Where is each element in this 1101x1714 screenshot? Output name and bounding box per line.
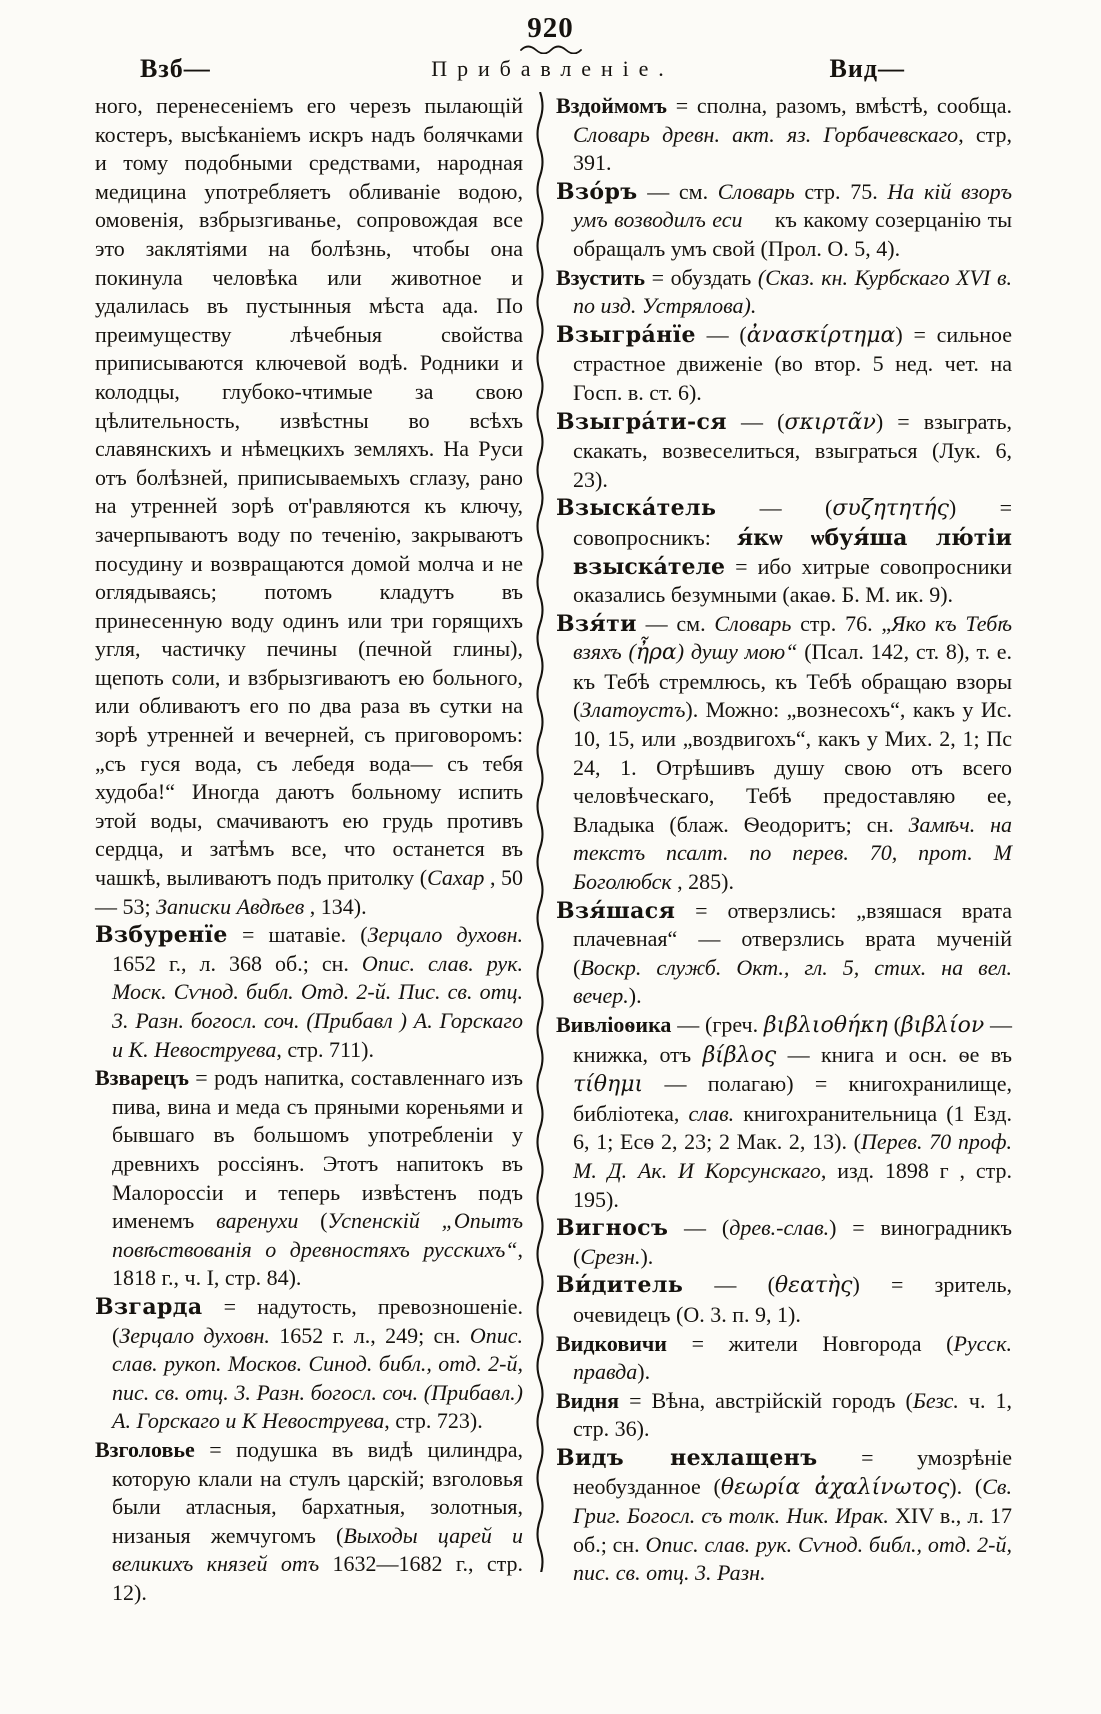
text-segment: — ( [726, 408, 785, 434]
text-segment: — ( [695, 321, 747, 347]
running-head-right: Вид— [829, 54, 905, 83]
running-head-title: Прибавленіе. [431, 56, 674, 81]
dictionary-entry [556, 321, 1012, 408]
text-segment: ). Можно: „вознесохъ“, какъ у Ис. 10, 15, или „воздвигохъ“, какъ у Мих. 2, 1; Пс 24, 1. Отрѣшивъ душу свою отъ всего человѣческаго, Тебѣ предоставляю ее, Владыка (блаж. Ѳеодоритъ; сн. [573, 697, 1012, 837]
column-divider [523, 92, 556, 1572]
entry-headword: Взгарда [95, 1293, 203, 1320]
text-segment: ἦρα [635, 640, 677, 666]
text-segment: = жители Новгорода ( [666, 1330, 954, 1356]
text-segment: — см. [637, 178, 718, 204]
text-segment: , 50 — 53; [95, 865, 524, 919]
text-segment: ). ( [949, 1473, 983, 1499]
dictionary-entry [95, 921, 523, 1064]
text-segment: Словарь древн. акт. яз. Горбачевскаго [573, 121, 959, 147]
text-segment: Замѣч. на текстъ псалт. по перев. 70, прот. М Боголюбск [573, 811, 1012, 895]
text-segment: = ибо хитрые совопросники оказались безумными (акаѳ. Б. М. ик. 9). [573, 553, 1012, 608]
text-segment: ) = зритель, очевидецъ (О. 3. п. 9, 1). [573, 1272, 1012, 1327]
text-segment: Русск. правда [573, 1330, 1012, 1385]
entry-headword: Вивліоѳика [556, 1012, 672, 1037]
text-segment: Воскр. служб. Окт., гл. 5, стих. на вел. вечер. [573, 954, 1012, 1009]
text-segment: , стр. 723). [384, 1408, 483, 1434]
dictionary-entry [556, 92, 1012, 178]
dictionary-entry [556, 264, 1012, 321]
text-segment: XIV в., л. 17 об.; сн. [573, 1503, 1012, 1557]
dictionary-entry [556, 178, 1012, 264]
text-segment: τίθημι [573, 1072, 644, 1098]
page-number: 920 [527, 12, 574, 44]
text-segment: Опис. слав. рукоп. Москов. Синод. библ., отд. 2-й, пис. св. отц. 3. Разн. богосл. соч. (Прибавл.) А. Горскаго и К Невоструева [112, 1322, 524, 1434]
text-segment: = родъ напитка, составленнаго изъ пива, вина и меда съ пряными кореньями и бывшаго въ большомъ употребленіи у древнихъ россіянъ. Этотъ напитокъ въ Малороссіи и теперь извѣстенъ подъ именемъ [112, 1065, 523, 1234]
text-segment: = подушка въ видѣ цилиндра, которую клали на стулъ царскій; взголовья были атласныя, бархатныя, золотныя, низаныя жемчугомъ ( [112, 1436, 523, 1548]
text-segment: = сполна, разомъ, вмѣстѣ, сообща. [667, 93, 1012, 118]
dictionary-entry [95, 1293, 523, 1436]
text-segment: 1652 г., л. 368 об.; сн. [112, 950, 362, 976]
text-segment: ). [637, 1359, 651, 1385]
entry-headword: Ви́дитель [556, 1272, 684, 1299]
dictionary-entry [556, 1330, 1012, 1387]
text-segment: къ какому созерцанію ты обращалъ умъ свой (Прол. О. 5, 4). [573, 207, 1012, 261]
text-segment: варенухи [216, 1208, 299, 1234]
text-segment: ἀνασκίρτημα [746, 322, 896, 348]
text-segment: , 1818 г., ч. I, стр. 84). [112, 1236, 523, 1291]
dictionary-entry [556, 610, 1012, 897]
text-segment: = обуздать [645, 264, 758, 290]
entry-headword: Взя́ти [556, 610, 637, 637]
entry-headword: Вздоймомъ [556, 93, 668, 118]
text-segment: На кій взоръ умъ возводилъ еси [573, 178, 1013, 233]
continuation-paragraph [95, 92, 523, 921]
dictionary-entry [556, 1271, 1012, 1329]
dictionary-entry [556, 408, 1012, 495]
text-segment: Выходы царей и великихъ князей отъ [112, 1522, 523, 1577]
text-segment: Успенскій „Опытъ повѣствованія о древностяхъ русскихъ“ [112, 1208, 524, 1262]
entry-headword: Взустить [556, 264, 646, 290]
left-column [95, 92, 523, 1607]
dictionary-entry [556, 1214, 1012, 1271]
entry-headword: Взя́шася [556, 897, 676, 924]
text-segment: — ( [683, 1272, 775, 1298]
text-segment: , стр. 711). [276, 1036, 374, 1062]
text-segment: — полагаю) = книгохранилище, библіотека, [573, 1071, 1012, 1126]
entry-headword: Взбуренїе [95, 922, 228, 949]
page-number-block [0, 14, 1101, 54]
text-segment: Безс. [912, 1387, 959, 1413]
right-column [556, 92, 1012, 1588]
text-segment: я́кѡ ѡбуя́ша лю́тіи взыска́теле [573, 524, 1013, 580]
text-segment: ). [640, 1243, 654, 1269]
text-segment: (Псал. 142, ст. 8), т. е. къ Тебѣ стремлюсь, къ Тебѣ обращаю взоры ( [573, 639, 1013, 723]
text-segment: ) = виноградникъ ( [573, 1215, 1013, 1269]
text-segment: Св. Григ. Богосл. съ толк. Ник. Ирак. [573, 1473, 1012, 1529]
text-segment: — (греч. [671, 1012, 764, 1037]
text-segment: ) = сильное страстное движеніе (во втор. 5 нед. чет. на Госп. в. ст. 6). [573, 321, 1012, 405]
text-segment: = надутость, превозношеніе. ( [112, 1293, 523, 1348]
text-segment: Опис. слав. рук. Сѵнод. библ., отд. 2-й, пис. св. отц. 3. Разн. [573, 1531, 1012, 1586]
text-segment: Словарь [714, 610, 792, 636]
text-segment: θεατὴς [774, 1273, 853, 1299]
text-segment: ) = совопросникъ: [573, 495, 1013, 550]
text-segment: = отверзлись: „взяшася врата плачевная“ — отверзлись врата мученій ( [573, 897, 1012, 980]
dictionary-entry [95, 1064, 523, 1293]
text-segment: — ( [716, 495, 833, 521]
text-segment: 1652 г. л., 249; сн. [269, 1322, 470, 1348]
text-segment: древ.-слав. [729, 1215, 830, 1241]
entry-headword: Видъ нехлащенъ [556, 1444, 818, 1471]
text-segment: — книга и осн. ѳе въ [776, 1041, 1012, 1067]
text-segment: σκιρτᾶν [784, 409, 876, 435]
entry-headword: Видковичи [556, 1330, 667, 1356]
text-segment: 1632—1682 г., стр. 12). [112, 1551, 523, 1605]
text-segment: Перев. 70 проф. М. Д. Ак. И Корсунскаго [573, 1129, 1012, 1183]
entry-headword: Вигносъ [556, 1215, 669, 1242]
text-segment: (Сказ. кн. Курбскаго XVI в. по изд. Устрялова). [573, 264, 1012, 319]
dictionary-entry [556, 1387, 1012, 1444]
running-head [95, 52, 1010, 86]
text-segment: Записки Авдѣев [156, 893, 305, 919]
text-segment: βιβλιοθήκη [763, 1013, 888, 1038]
text-segment: Словарь [717, 178, 795, 204]
entry-headword: Видня [556, 1387, 620, 1413]
entry-headword: Взо́ръ [556, 178, 638, 205]
text-segment: Сахар [427, 865, 485, 891]
text-segment: = Вѣна, австрійскій городъ ( [619, 1387, 913, 1413]
dictionary-entry [556, 1011, 1012, 1214]
entry-headword: Взыгра́ти-ся [556, 408, 727, 435]
text-segment: ного, перенесеніемъ его черезъ пылающій костеръ, высѣканіемъ искръ надъ болячками и тому подобными средствами, народная медицина употребляетъ обливаніе водою, омовенія, взбрызгиванье, сопровождая все это заклятіями на болѣзнь, чтобы она покинула человѣка или животное и удалилась въ пустынныя мѣста ада. По преимуществу лѣчебныя свойства приписываются ключевой водѣ. Родники и колодцы, глубоко-чтимые за свою цѣлительность, извѣстны во всѣхъ славянскихъ и нѣмецкихъ земляхъ. На Руси отъ болѣзней, приписываемыхъ сглазу, рано на утренней зорѣ от'равляются къ ключу, зачерпываютъ воду по теченію, закрываютъ посудину и возвращаются домой молча и не оглядываясь; потомъ кладутъ въ принесенную воду одинъ или три горящихъ угля, частичку печины (печной глины), щепоть соли, и взбрызгиваютъ ею больного, или обливаютъ его по два раза въ сутки на зорѣ утренней и вечерней, съ приговоромъ: „съ гуся вода, съ лебедя вода— съ тебя худоба!“ Иногда даютъ больному испить этой воды, смачиваютъ ею грудь противъ сердца, и затѣмъ все, что останется въ чашкѣ, выливаютъ подъ притолку ( [95, 93, 523, 891]
text-segment: , 285). [671, 869, 734, 895]
text-segment: Срезн. [580, 1243, 641, 1269]
text-segment: ). [628, 983, 642, 1009]
dictionary-entry [95, 1436, 523, 1608]
text-columns [95, 92, 1012, 1714]
text-segment: — книжка, отъ [573, 1012, 1013, 1067]
text-segment: βίβλος [702, 1042, 777, 1068]
running-head-left: Взб— [140, 54, 211, 83]
entry-headword: Взыска́тель [556, 495, 717, 522]
entry-headword: Взголовье [95, 1436, 195, 1462]
text-segment: книгохранительница (1 Езд. 6, 1; Есѳ 2, 23; 2 Мак. 2, 13). ( [573, 1100, 1012, 1155]
text-segment: = умозрѣніе необузданное ( [573, 1444, 1012, 1499]
text-segment: συζητητής [832, 496, 949, 522]
text-segment: ( [298, 1208, 328, 1234]
dictionary-entry [556, 494, 1012, 609]
text-segment: , изд. 1898 г , стр. 195). [573, 1157, 1012, 1212]
text-segment: — ( [668, 1215, 730, 1241]
dictionary-entry [556, 1444, 1012, 1588]
text-segment: Златоустъ [580, 697, 686, 723]
text-segment: , 134). [304, 893, 367, 919]
text-segment: = шатавіе. ( [227, 922, 368, 948]
text-segment: ) душу мою“ [676, 639, 798, 665]
entry-headword: Взыгра́нїе [556, 321, 696, 348]
entry-headword: Взварецъ [95, 1065, 189, 1091]
dictionary-entry [556, 897, 1012, 1011]
text-segment: — см. [636, 610, 715, 636]
text-segment: стр. 76. „ [791, 610, 892, 636]
text-segment: стр. 75. [794, 178, 888, 204]
text-segment: Зерцало духовн. [367, 922, 524, 948]
text-segment: ч. 1, стр. 36). [573, 1387, 1012, 1442]
text-segment: βιβλίον [900, 1013, 985, 1038]
text-segment: Яко къ Тебѣ взяхъ ( [573, 610, 1012, 665]
text-segment: Зерцало духовн. [119, 1322, 270, 1348]
text-segment: ( [887, 1012, 901, 1037]
text-segment: Опис. слав. рук. Моск. Сѵнод. библ. Отд. 2-й. Пис. св. отц. 3. Разн. богосл. соч. (Прибавл ) А. Горскаго и К. Невоструева [112, 950, 523, 1062]
text-segment: , стр, 391. [573, 121, 1012, 176]
wavy-rule-icon [534, 92, 546, 1572]
text-segment: ) = взыграть, скакать, возвеселиться, взыграться (Лук. 6, 23). [573, 408, 1012, 492]
text-segment: θεωρία ἀχαλίνωτος [720, 1474, 950, 1500]
text-segment: слав. [688, 1100, 735, 1126]
